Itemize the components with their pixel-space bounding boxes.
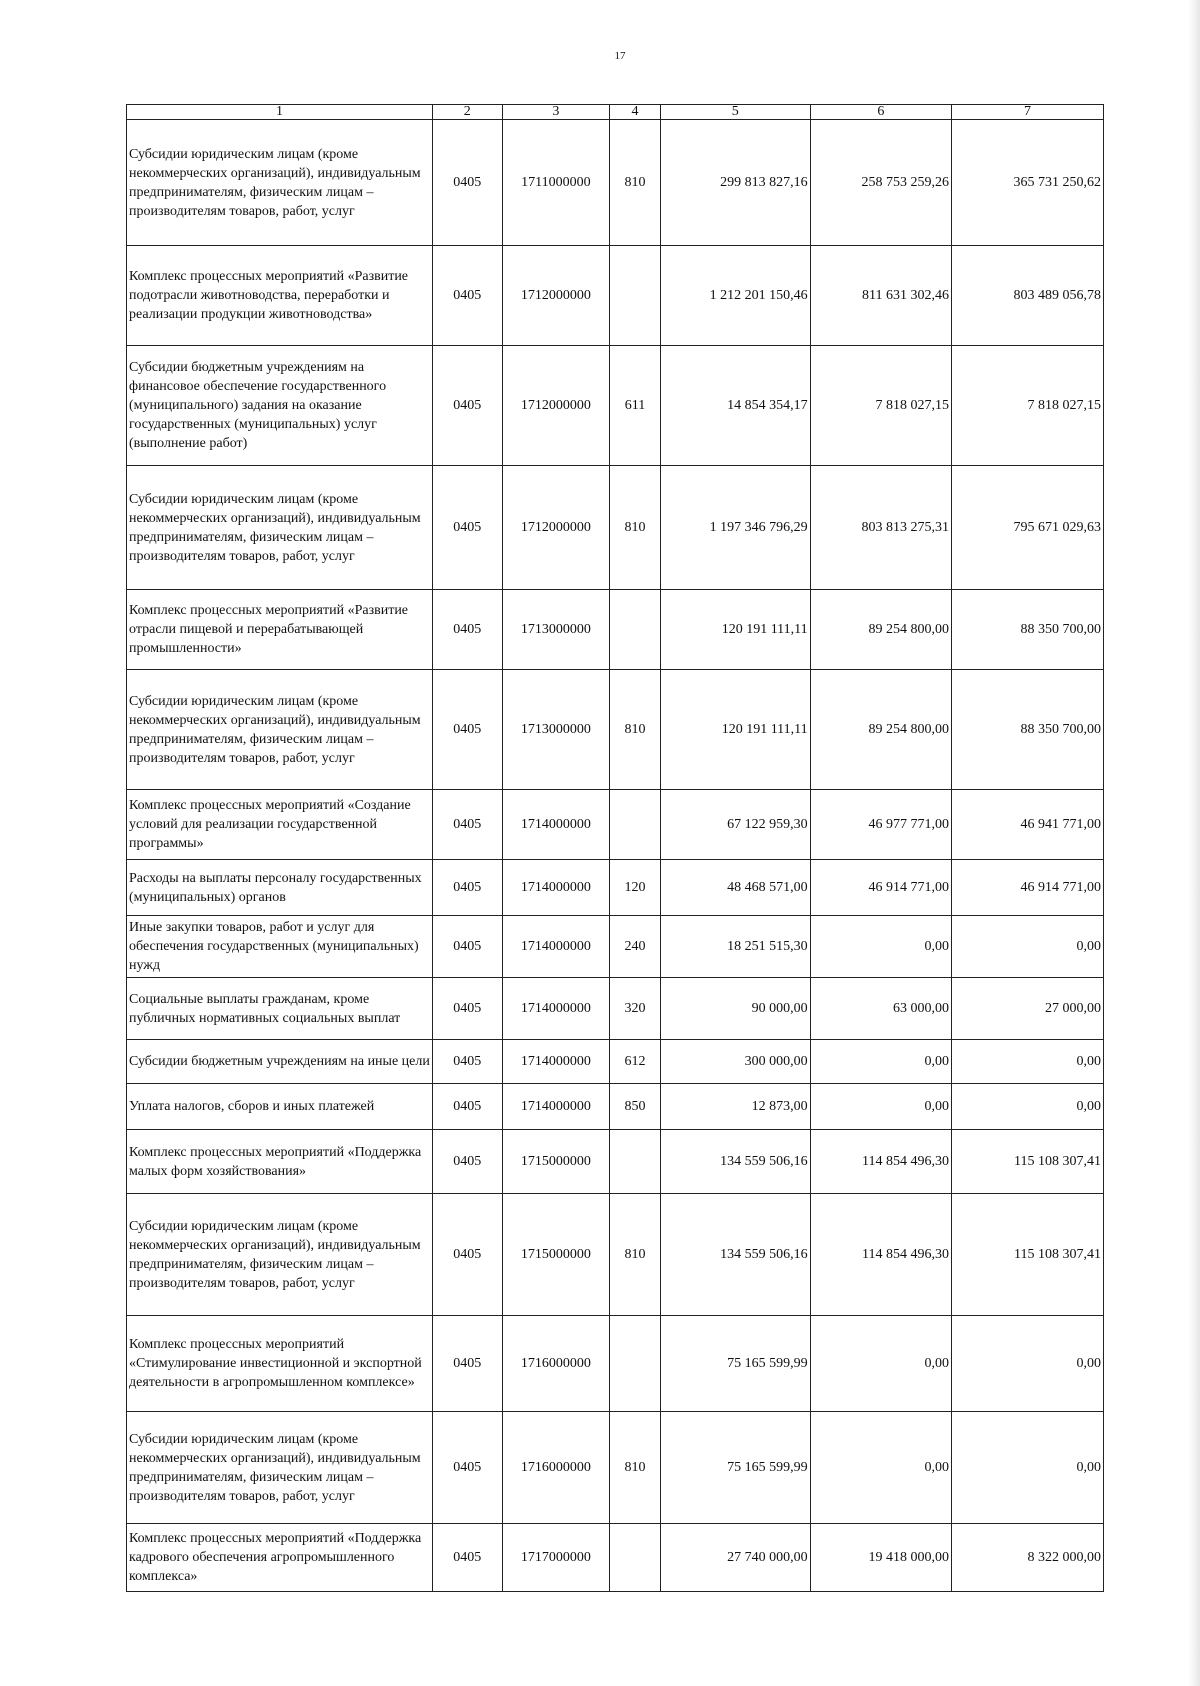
expense-type-code: 810 (610, 1194, 661, 1316)
amount-col6: 46 977 771,00 (810, 790, 951, 860)
amount-col7: 795 671 029,63 (952, 466, 1104, 590)
amount-col5: 299 813 827,16 (660, 120, 810, 246)
amount-col5: 12 873,00 (660, 1084, 810, 1130)
table-row (127, 1084, 1104, 1130)
amount-col7: 0,00 (952, 1316, 1104, 1412)
table-row (127, 1412, 1104, 1524)
expense-type-code (610, 790, 661, 860)
amount-col6: 46 914 771,00 (810, 860, 951, 916)
amount-col6: 114 854 496,30 (810, 1130, 951, 1194)
section-code: 0405 (432, 590, 502, 670)
row-name: Уплата налогов, сборов и иных платежей (127, 1084, 433, 1130)
amount-col7: 0,00 (952, 1412, 1104, 1524)
table-row (127, 120, 1104, 246)
amount-col5: 120 191 111,11 (660, 670, 810, 790)
expense-type-code (610, 1316, 661, 1412)
section-code: 0405 (432, 1040, 502, 1084)
target-article-code: 1714000000 (502, 790, 610, 860)
section-code: 0405 (432, 1084, 502, 1130)
table-row (127, 246, 1104, 346)
amount-col7: 115 108 307,41 (952, 1130, 1104, 1194)
table-row (127, 466, 1104, 590)
amount-col5: 67 122 959,30 (660, 790, 810, 860)
expense-type-code: 810 (610, 1412, 661, 1524)
expense-type-code: 240 (610, 916, 661, 978)
target-article-code: 1713000000 (502, 590, 610, 670)
section-code: 0405 (432, 1524, 502, 1592)
section-code: 0405 (432, 916, 502, 978)
section-code: 0405 (432, 1316, 502, 1412)
expense-type-code: 611 (610, 346, 661, 466)
row-name: Субсидии юридическим лицам (кроме некоммерческих организаций), индивидуальным предпринимателям, физическим лицам – производителям товаров, работ, услуг (127, 670, 433, 790)
target-article-code: 1712000000 (502, 466, 610, 590)
section-code: 0405 (432, 346, 502, 466)
row-name: Социальные выплаты гражданам, кроме публичных нормативных социальных выплат (127, 978, 433, 1040)
expense-type-code: 810 (610, 670, 661, 790)
amount-col7: 88 350 700,00 (952, 670, 1104, 790)
section-code: 0405 (432, 670, 502, 790)
row-name: Комплекс процессных мероприятий «Поддержка кадрового обеспечения агропромышленного комплекса» (127, 1524, 433, 1592)
amount-col6: 811 631 302,46 (810, 246, 951, 346)
amount-col7: 115 108 307,41 (952, 1194, 1104, 1316)
expense-type-code (610, 1524, 661, 1592)
row-name: Комплекс процессных мероприятий «Стимулирование инвестиционной и экспортной деятельности в агропромышленном комплексе» (127, 1316, 433, 1412)
section-code: 0405 (432, 120, 502, 246)
section-code: 0405 (432, 1130, 502, 1194)
amount-col5: 18 251 515,30 (660, 916, 810, 978)
target-article-code: 1714000000 (502, 978, 610, 1040)
amount-col5: 1 212 201 150,46 (660, 246, 810, 346)
scan-edge (1188, 0, 1200, 1686)
table-row (127, 1194, 1104, 1316)
table-row (127, 590, 1104, 670)
amount-col7: 365 731 250,62 (952, 120, 1104, 246)
amount-col5: 75 165 599,99 (660, 1316, 810, 1412)
table-row (127, 790, 1104, 860)
table-row (127, 1040, 1104, 1084)
section-code: 0405 (432, 978, 502, 1040)
amount-col5: 75 165 599,99 (660, 1412, 810, 1524)
amount-col7: 8 322 000,00 (952, 1524, 1104, 1592)
expense-type-code (610, 590, 661, 670)
amount-col6: 0,00 (810, 916, 951, 978)
amount-col6: 0,00 (810, 1084, 951, 1130)
amount-col5: 48 468 571,00 (660, 860, 810, 916)
target-article-code: 1714000000 (502, 916, 610, 978)
target-article-code: 1712000000 (502, 246, 610, 346)
row-name: Субсидии бюджетным учреждениям на финансовое обеспечение государственного (муниципального) задания на оказание государственных (муниципальных) услуг (выполнение работ) (127, 346, 433, 466)
table-header (127, 105, 1104, 120)
expense-type-code: 120 (610, 860, 661, 916)
amount-col7: 0,00 (952, 1084, 1104, 1130)
expense-type-code: 810 (610, 120, 661, 246)
amount-col5: 134 559 506,16 (660, 1130, 810, 1194)
row-name: Комплекс процессных мероприятий «Развитие подотрасли животноводства, переработки и реализации продукции животноводства» (127, 246, 433, 346)
section-code: 0405 (432, 1412, 502, 1524)
amount-col5: 300 000,00 (660, 1040, 810, 1084)
target-article-code: 1716000000 (502, 1412, 610, 1524)
amount-col6: 0,00 (810, 1040, 951, 1084)
table-row (127, 1316, 1104, 1412)
target-article-code: 1715000000 (502, 1194, 610, 1316)
section-code: 0405 (432, 1194, 502, 1316)
row-name: Субсидии юридическим лицам (кроме некоммерческих организаций), индивидуальным предпринимателям, физическим лицам – производителям товаров, работ, услуг (127, 466, 433, 590)
row-name: Комплекс процессных мероприятий «Поддержка малых форм хозяйствования» (127, 1130, 433, 1194)
target-article-code: 1712000000 (502, 346, 610, 466)
row-name: Субсидии юридическим лицам (кроме некоммерческих организаций), индивидуальным предпринимателям, физическим лицам – производителям товаров, работ, услуг (127, 1194, 433, 1316)
column-header: 6 (810, 105, 951, 120)
amount-col7: 46 914 771,00 (952, 860, 1104, 916)
section-code: 0405 (432, 246, 502, 346)
expense-type-code: 810 (610, 466, 661, 590)
target-article-code: 1716000000 (502, 1316, 610, 1412)
target-article-code: 1713000000 (502, 670, 610, 790)
row-name: Субсидии юридическим лицам (кроме некоммерческих организаций), индивидуальным предпринимателям, физическим лицам – производителям товаров, работ, услуг (127, 120, 433, 246)
target-article-code: 1711000000 (502, 120, 610, 246)
amount-col6: 89 254 800,00 (810, 590, 951, 670)
column-header: 5 (660, 105, 810, 120)
row-name: Субсидии бюджетным учреждениям на иные цели (127, 1040, 433, 1084)
expense-type-code: 320 (610, 978, 661, 1040)
table-body (127, 120, 1104, 1592)
row-name: Иные закупки товаров, работ и услуг для обеспечения государственных (муниципальных) нужд (127, 916, 433, 978)
column-header: 3 (502, 105, 610, 120)
column-header: 4 (610, 105, 661, 120)
amount-col7: 46 941 771,00 (952, 790, 1104, 860)
target-article-code: 1717000000 (502, 1524, 610, 1592)
amount-col5: 1 197 346 796,29 (660, 466, 810, 590)
table-row (127, 916, 1104, 978)
row-name: Субсидии юридическим лицам (кроме некоммерческих организаций), индивидуальным предпринимателям, физическим лицам – производителям товаров, работ, услуг (127, 1412, 433, 1524)
amount-col5: 120 191 111,11 (660, 590, 810, 670)
column-header: 2 (432, 105, 502, 120)
amount-col6: 0,00 (810, 1412, 951, 1524)
expense-type-code: 612 (610, 1040, 661, 1084)
amount-col5: 14 854 354,17 (660, 346, 810, 466)
amount-col6: 0,00 (810, 1316, 951, 1412)
row-name: Комплекс процессных мероприятий «Развитие отрасли пищевой и перерабатывающей промышленности» (127, 590, 433, 670)
table-row (127, 346, 1104, 466)
section-code: 0405 (432, 466, 502, 590)
column-header: 7 (952, 105, 1104, 120)
amount-col6: 258 753 259,26 (810, 120, 951, 246)
expense-type-code (610, 246, 661, 346)
amount-col6: 114 854 496,30 (810, 1194, 951, 1316)
table-row (127, 1130, 1104, 1194)
column-header: 1 (127, 105, 433, 120)
row-name: Комплекс процессных мероприятий «Создание условий для реализации государственной программы» (127, 790, 433, 860)
amount-col6: 7 818 027,15 (810, 346, 951, 466)
budget-table (126, 104, 1104, 1592)
table-row (127, 860, 1104, 916)
page-number: 17 (614, 50, 626, 62)
target-article-code: 1714000000 (502, 1084, 610, 1130)
amount-col5: 134 559 506,16 (660, 1194, 810, 1316)
amount-col7: 7 818 027,15 (952, 346, 1104, 466)
amount-col5: 27 740 000,00 (660, 1524, 810, 1592)
amount-col6: 89 254 800,00 (810, 670, 951, 790)
row-name: Расходы на выплаты персоналу государственных (муниципальных) органов (127, 860, 433, 916)
amount-col7: 0,00 (952, 1040, 1104, 1084)
amount-col6: 803 813 275,31 (810, 466, 951, 590)
target-article-code: 1714000000 (502, 1040, 610, 1084)
table-row (127, 1524, 1104, 1592)
expense-type-code (610, 1130, 661, 1194)
amount-col6: 63 000,00 (810, 978, 951, 1040)
amount-col7: 27 000,00 (952, 978, 1104, 1040)
table-row (127, 978, 1104, 1040)
amount-col6: 19 418 000,00 (810, 1524, 951, 1592)
table-row (127, 670, 1104, 790)
amount-col7: 88 350 700,00 (952, 590, 1104, 670)
target-article-code: 1714000000 (502, 860, 610, 916)
section-code: 0405 (432, 790, 502, 860)
amount-col5: 90 000,00 (660, 978, 810, 1040)
amount-col7: 0,00 (952, 916, 1104, 978)
expense-type-code: 850 (610, 1084, 661, 1130)
target-article-code: 1715000000 (502, 1130, 610, 1194)
amount-col7: 803 489 056,78 (952, 246, 1104, 346)
section-code: 0405 (432, 860, 502, 916)
